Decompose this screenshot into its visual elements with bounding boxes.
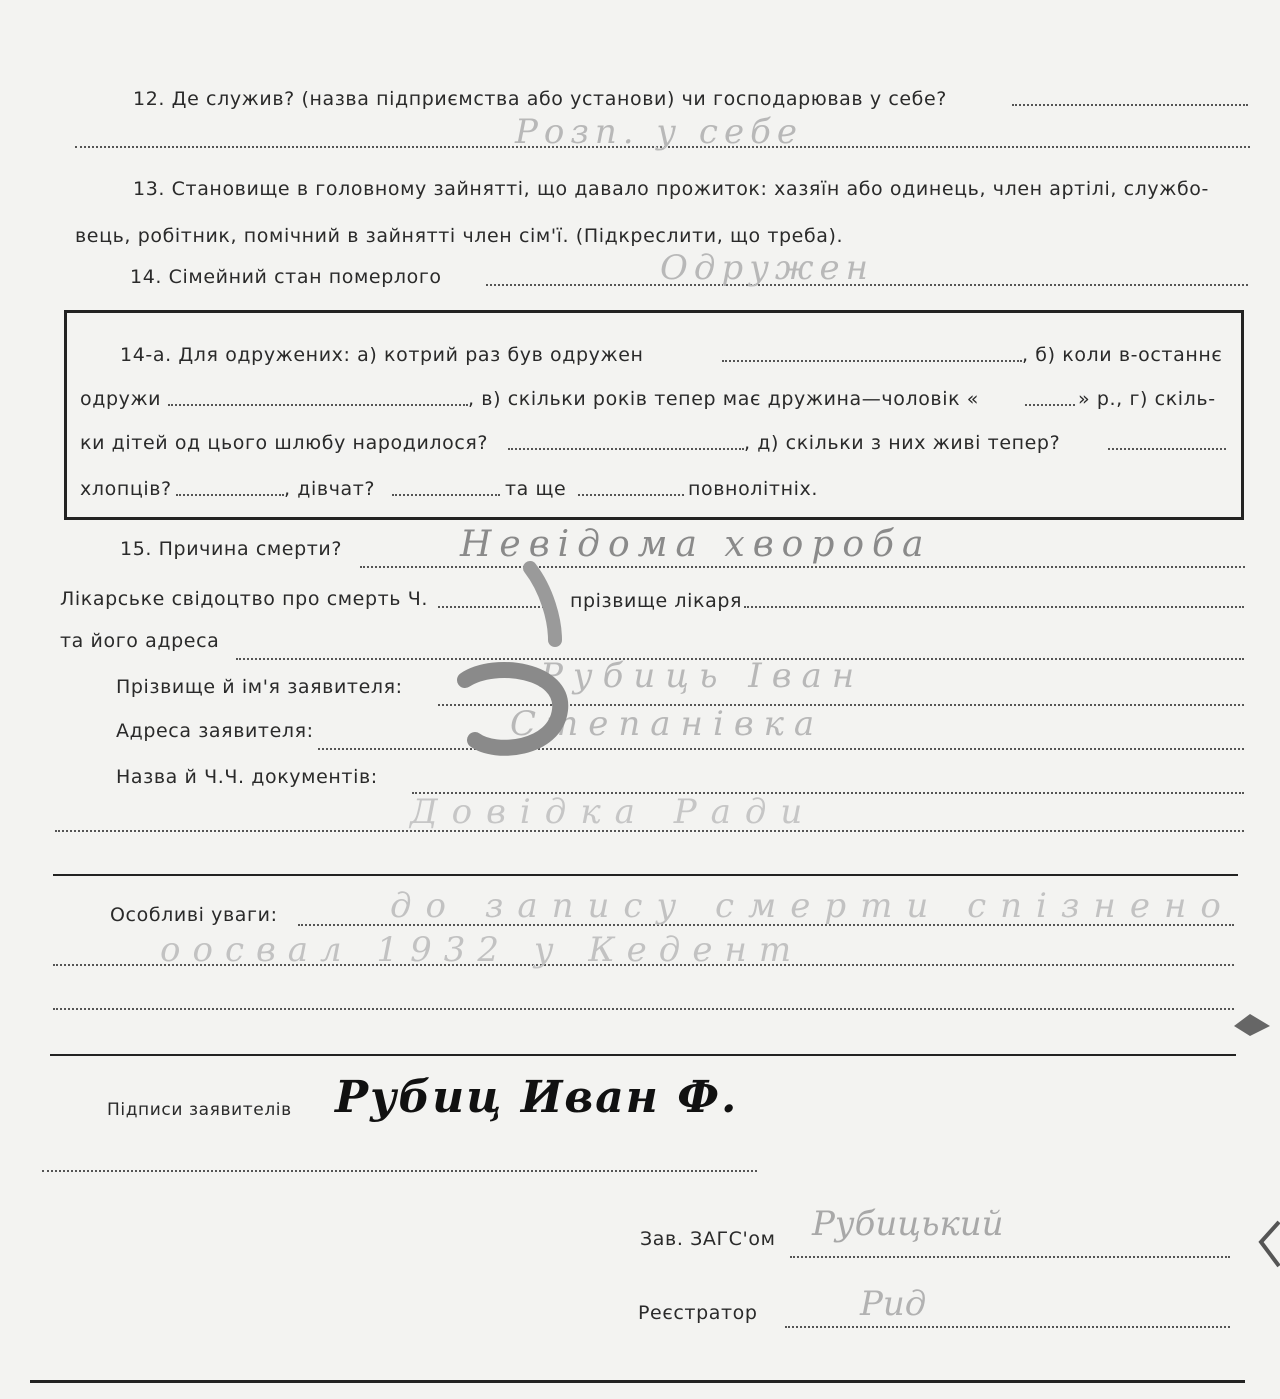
doctor-line <box>744 606 1244 608</box>
registrar-label: Реєстратор <box>638 1302 758 1324</box>
notes-line2-value: оосвал 1932 у Кедент <box>160 930 804 970</box>
q14a-line2-b: , в) скільки років тепер має дружина—чоловік « <box>468 388 980 410</box>
q14a-line3-blank1 <box>508 448 744 450</box>
q14a-line3-blank2 <box>1108 448 1226 450</box>
signatures-line <box>42 1170 757 1172</box>
edge-mark-graphic-2 <box>1255 1220 1280 1270</box>
q14a-line1-a: 14-а. Для одружених: а) котрий раз був одружен <box>120 344 644 366</box>
q14a-line3-b: , д) скільки з них живі тепер? <box>744 432 1061 454</box>
applicant-address-label: Адреса заявителя: <box>116 720 314 742</box>
edge-mark-graphic <box>1232 1010 1272 1040</box>
q14a-line1-blank <box>722 360 1022 362</box>
q14a-line2-c: » р., г) скіль- <box>1078 388 1216 410</box>
q14a-box <box>64 310 1244 520</box>
q15-label: 15. Причина смерти? <box>120 538 343 560</box>
q14a-line3-a: ки дітей од цього шлюбу народилося? <box>80 432 489 454</box>
q14a-line4-blank1 <box>176 494 284 496</box>
zags-label: Зав. ЗАГС'ом <box>640 1228 776 1250</box>
q12-label: 12. Де служив? (назва підприємства або установи) чи господарював у себе? <box>133 88 947 110</box>
q14a-line4-b: , дівчат? <box>284 478 376 500</box>
q14a-line2-a: одружи <box>80 388 162 410</box>
q14a-line2-blank2 <box>1025 404 1075 406</box>
doctor-label: прізвище лікаря <box>570 590 743 612</box>
q12-answer: Розп. у себе <box>515 112 803 152</box>
q13-line1: 13. Становище в головному зайнятті, що давало прожиток: хазяїн або одинець, член артілі, службо- <box>133 178 1209 200</box>
stamp-mark-graphic <box>455 560 575 760</box>
notes-label: Особливі уваги: <box>110 904 278 926</box>
q12-line-end <box>1012 104 1248 106</box>
zags-line <box>790 1256 1230 1258</box>
q13-line2: вець, робітник, помічний в зайнятті член сім'ї. (Підкреслити, що треба). <box>75 225 844 247</box>
registrar-line <box>785 1326 1230 1328</box>
q14a-line4-a: хлопців? <box>80 478 172 500</box>
signatures-label: Підписи заявителів <box>107 1100 292 1120</box>
q14a-line1-b: , б) коли в-останнє <box>1022 344 1223 366</box>
applicant-docs-value: Довідка Ради <box>410 792 817 832</box>
zags-signature: Рубицький <box>812 1204 1004 1244</box>
q14a-line4-d: повнолітніх. <box>688 478 818 500</box>
section-divider-1 <box>53 874 1238 876</box>
section-divider-2 <box>50 1054 1236 1056</box>
medical-address-label: та його адреса <box>60 630 220 652</box>
notes-line3 <box>53 1008 1234 1010</box>
applicant-address-value: Степанівка <box>510 704 825 744</box>
applicant-name-label: Прізвище й ім'я заявителя: <box>116 676 403 698</box>
q14a-line4-blank3 <box>578 494 684 496</box>
registrar-signature: Рид <box>860 1284 927 1324</box>
medical-label: Лікарське свідоцтво про смерть Ч. <box>60 588 428 610</box>
applicant-name-value: Рубиць Іван <box>540 656 865 696</box>
q14a-line4-c: та ще <box>505 478 567 500</box>
q14a-line4-blank2 <box>392 494 500 496</box>
q15-answer: Невідома хвороба <box>460 524 932 565</box>
applicant-docs-label: Назва й Ч.Ч. документів: <box>116 766 378 788</box>
q14-label: 14. Сімейний стан померлого <box>130 266 442 288</box>
q14-answer: Одружен <box>660 248 875 288</box>
q14a-line2-blank1 <box>168 404 468 406</box>
notes-line1-value: до запису смерти спізнено <box>390 886 1235 926</box>
bottom-rule <box>30 1380 1245 1383</box>
applicant-signature: Рубиц Иван Ф. <box>335 1072 739 1123</box>
